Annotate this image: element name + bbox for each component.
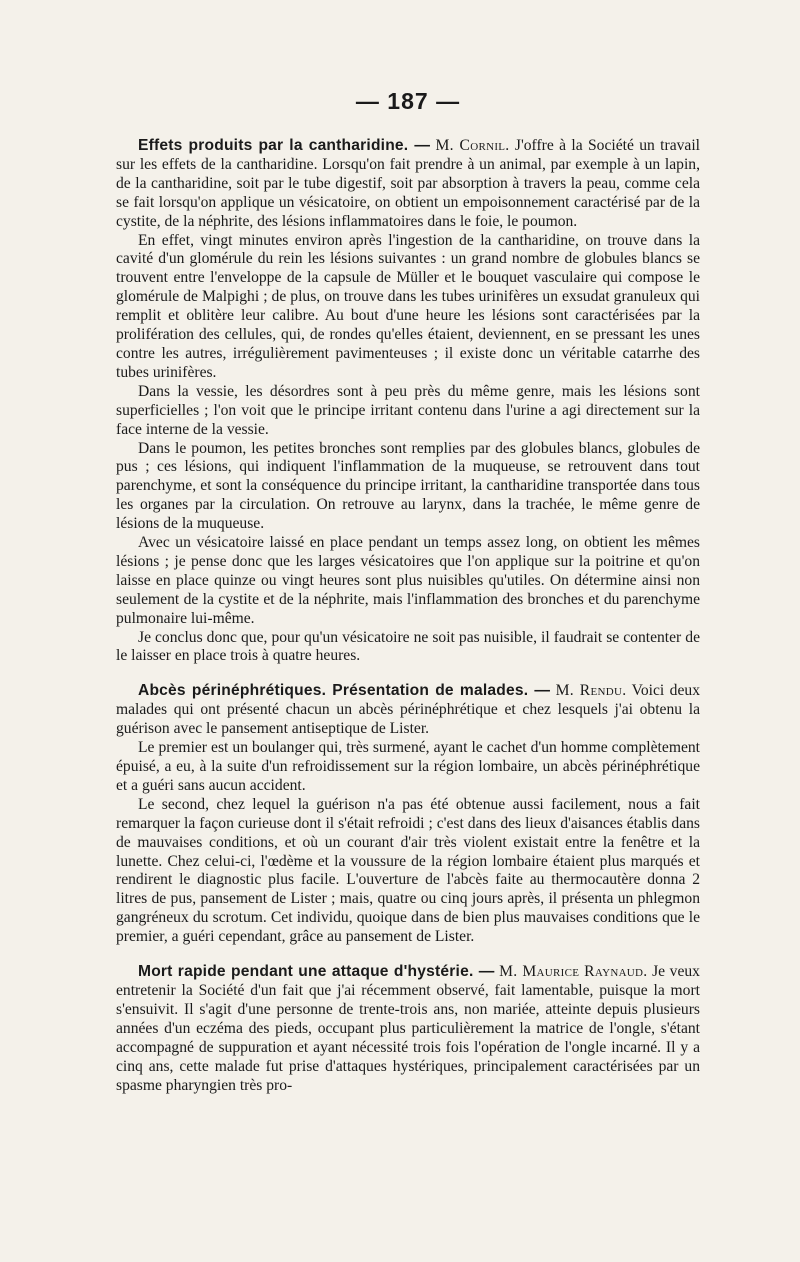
paragraph-text: Voici deux malades qui ont présenté chacun un abcès périnéphrétique et chez lesquels j'ai obtenu la guérison avec le pansement antiseptique de Lister.	[116, 682, 700, 738]
paragraph: Dans la vessie, les désordres sont à peu près du même genre, mais les lésions sont superficielles ; l'on voit que le principe irritant contenu dans l'urine a agi directement sur la face interne de la vessie.	[116, 382, 700, 438]
section-author: M. Rendu.	[555, 682, 627, 700]
paragraph	[116, 137, 700, 232]
paragraph: Dans le poumon, les petites bronches sont remplies par des globules blancs, globules de pus ; ces lésions, qui indiquent l'inflammation de la muqueuse, se retrouvent dans tout parenchyme, et sont la conséquence du principe irritant, la cantharidine transportée dans tous les organes par la circulation. On retrouve au larynx, dans la trachée, le même genre de lésions de la muqueuse.	[116, 439, 700, 533]
paragraph: Je conclus donc que, pour qu'un vésicatoire ne soit pas nuisible, il faudrait se contenter de le laisser en place trois à quatre heures.	[116, 628, 700, 665]
section-title: Abcès périnéphrétiques. Présentation de malades. —	[138, 682, 551, 700]
section-author: M. Cornil.	[435, 137, 510, 154]
section-hysterie	[116, 963, 700, 1095]
paragraph: Le second, chez lequel la guérison n'a pas été obtenue aussi facilement, nous a fait remarquer la façon curieuse dont il s'était refroidi ; c'est dans des lieux d'aisances établis dans de mauvaises conditions, et où un courant d'air très violent existait entre la fenêtre et la lunette. Chez celui-ci, l'œdème et la voussure de la région lombaire étaient plus marqués et rendirent le diagnostic plus facile. L'ouverture de l'abcès faite au thermocautère donna 2 litres de pus, pansement de Lister ; mais, quatre ou cinq jours après, il présenta un phlegmon gangréneux du scrotum. Cet individu, quoique dans de bien plus mauvaises conditions que le premier, a guéri cependant, grâce au pansement de Lister.	[116, 795, 700, 946]
paragraph: Le premier est un boulanger qui, très surmené, ayant le cachet d'un homme complètement épuisé, a eu, à la suite d'un refroidissement sur la région lombaire, un abcès périnéphrétique et a guéri sans aucun accident.	[116, 739, 700, 794]
section-title: Mort rapide pendant une attaque d'hystérie. —	[138, 963, 495, 981]
paragraph	[116, 963, 700, 1095]
paragraph-text: Je veux entretenir la Société d'un fait que j'ai récemment observé, fait lamentable, puisque la mort s'ensuivit. Il s'agit d'une personne de trente-trois ans, non mariée, atteinte depuis plusieurs années d'un eczéma des pieds, occupant plus particulièrement la matrice de l'ongle, s'étant accompagné de suppuration et ayant nécessité trois fois l'opération de l'ongle incarné. Il y a cinq ans, cette malade fut prise d'attaques hystériques, principalement caractérisées par un spasme pharyngien très pro-	[116, 963, 700, 1094]
section-author: M. Maurice Raynaud.	[499, 963, 648, 981]
page-number: — 187 —	[355, 88, 461, 114]
paragraph	[116, 682, 700, 739]
paragraph-text: J'offre à la Société un travail sur les effets de la cantharidine. Lorsqu'on fait prendre à un animal, par exemple à un lapin, de la cantharidine, soit par le tube digestif, soit par absorption à travers la peau, comme cela se fait lorsqu'on applique un vésicatoire, on obtient un empoisonnement caractérisé par de la cystite, de la néphrite, des lésions inflammatoires dans le foie, le poumon.	[116, 137, 701, 230]
paragraph: Avec un vésicatoire laissé en place pendant un temps assez long, on obtient les mêmes lésions ; je pense donc que les larges vésicatoires que l'on applique sur la poitrine et qu'on laisse en place quinze ou vingt heures sont plus nuisibles qu'utiles. On détermine ainsi non seulement de la cystite et de la néphrite, mais l'inflammation des bronches et du parenchyme pulmonaire lui-même.	[116, 534, 700, 627]
section-cantharidine	[116, 137, 700, 666]
section-title: Effets produits par la cantharidine. —	[138, 137, 431, 154]
paragraph: En effet, vingt minutes environ après l'ingestion de la cantharidine, on trouve dans la cavité d'un glomérule du rein les lésions suivantes : un grand nombre de globules blancs se trouvent entre l'enveloppe de la capsule de Müller et le bouquet vasculaire qui compose le glomérule de Malpighi ; de plus, on trouve dans les tubes urinifères un exsudat granuleux qui remplit et oblitère leur calibre. Au bout d'une heure les lésions sont caractérisées par la prolifération des cellules, qui, de rondes qu'elles étaient, deviennent, en se pressant les unes contre les autres, irrégulièrement pavimenteuses ; il existe donc un véritable catarrhe des tubes urinifères.	[116, 231, 700, 381]
section-abces	[116, 682, 700, 947]
